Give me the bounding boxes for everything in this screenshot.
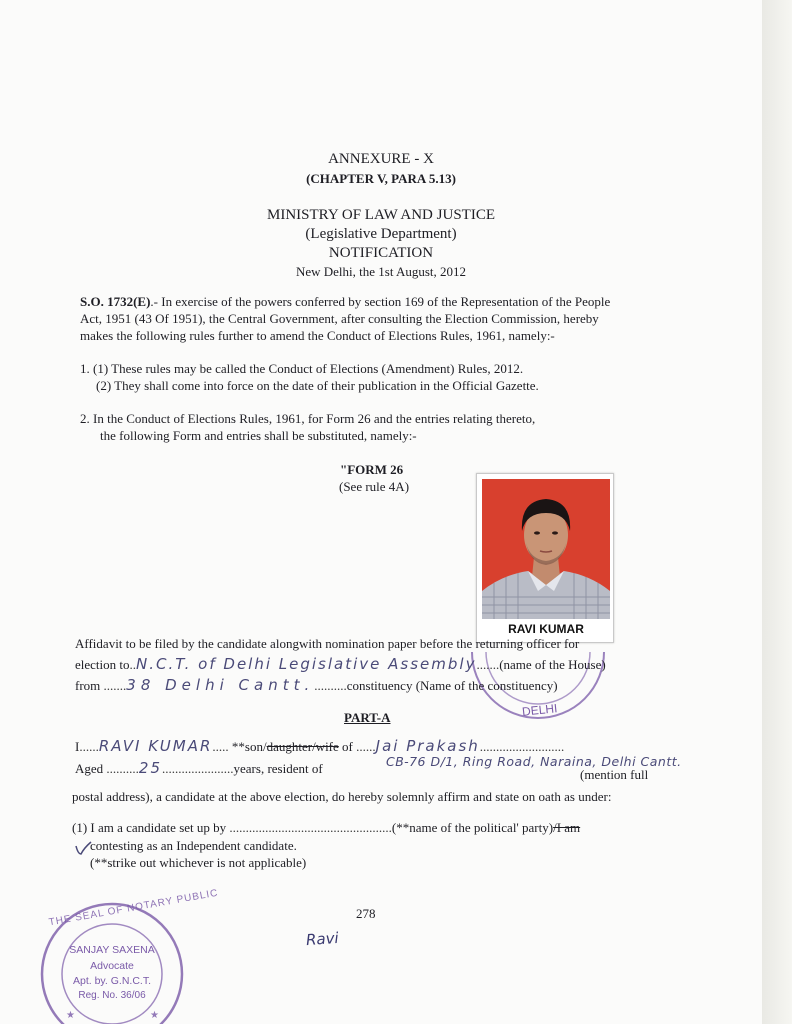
ministry-title: MINISTRY OF LAW AND JUSTICE [267, 207, 495, 223]
candidate-photo [482, 479, 610, 619]
page-edge [762, 0, 792, 1024]
declarant-line: I......RAVI KUMAR..... **son/daughter/wife of ......Jai Prakash.......................... [75, 737, 565, 755]
affidavit-constituency-line: from .......38 Delhi Cantt...........constituency (Name of the constituency) [75, 676, 558, 694]
chapter-reference: (CHAPTER V, PARA 5.13) [306, 171, 456, 186]
strike-out-note: (**strike out whichever is not applicable) [90, 855, 307, 870]
age-address-line: Aged ..........25......................years, resident of [75, 759, 323, 777]
part-a-heading: PART-A [344, 710, 391, 725]
svg-text:★: ★ [66, 1010, 75, 1021]
mention-full-label: (mention full [580, 767, 649, 782]
constituency-handwritten: 38 Delhi Cantt. [126, 676, 315, 694]
dateline: New Delhi, the 1st August, 2012 [295, 264, 467, 279]
signature: Ravi [305, 928, 340, 950]
page-number: 278 [356, 906, 376, 921]
notary-seal-ring-text: THE SEAL OF NOTARY PUBLIC [48, 887, 220, 929]
svg-text:★: ★ [150, 1010, 159, 1021]
postal-address-line: postal address), a candidate at the above election, do hereby solemnly affirm and state on oath as under: [72, 789, 612, 804]
delhi-seal-text: DELHI [521, 701, 558, 719]
name-handwritten: RAVI KUMAR [98, 737, 213, 755]
address-handwritten: CB-76 D/1, Ring Road, Naraina, Delhi Cantt. [386, 754, 682, 769]
notary-role: Advocate [90, 960, 134, 972]
rule-2-line-2: the following Form and entries shall be substituted, namely:- [100, 428, 417, 443]
election-handwritten: N.C.T. of Delhi Legislative Assembly [136, 655, 477, 673]
notary-appointment: Apt. by. G.N.C.T. [73, 975, 151, 987]
affidavit-election-line: election to..N.C.T. of Delhi Legislative Assembly.......(name of the House) [75, 655, 606, 673]
form-title: "FORM 26 [340, 462, 404, 477]
preamble-line-3: makes the following rules further to amend the Conduct of Elections Rules, 1961, namely:- [80, 328, 555, 343]
affidavit-line-1: Affidavit to be filed by the candidate alongwith nomination paper before the returning officer for [75, 636, 580, 651]
preamble-line-1: S.O. 1732(E).- In exercise of the powers conferred by section 169 of the Representation of the People [80, 294, 611, 309]
independent-candidate-line: contesting as an Independent candidate. [90, 838, 297, 853]
rule-1-2: (2) They shall come into force on the date of their publication in the Official Gazette. [96, 378, 539, 393]
notary-name: SANJAY SAXENA [69, 944, 155, 956]
notary-registration: Reg. No. 36/06 [78, 990, 146, 1001]
age-handwritten: 25 [138, 759, 163, 777]
candidate-photo-frame [476, 473, 614, 643]
tick-mark-icon [74, 840, 92, 856]
notification-title: NOTIFICATION [328, 245, 434, 261]
candidate-setup-line: (1) I am a candidate set up by ..................................................(**name of the political' party)/I am [72, 820, 581, 835]
form-subtitle: (See rule 4A) [339, 479, 410, 494]
department-title: (Legislative Department) [305, 226, 457, 242]
rule-2-line-1: 2. In the Conduct of Elections Rules, 1961, for Form 26 and the entries relating thereto, [80, 411, 536, 426]
person-portrait-icon [482, 479, 610, 619]
annexure-title: ANNEXURE - X [328, 151, 434, 167]
preamble-line-2: Act, 1951 (43 Of 1951), the Central Government, after consulting the Election Commission, hereby [80, 311, 599, 326]
so-number: S.O. 1732(E) [80, 294, 151, 309]
rule-1-1: 1. (1) These rules may be called the Conduct of Elections (Amendment) Rules, 2012. [80, 361, 524, 376]
father-name-handwritten: Jai Prakash [375, 737, 480, 755]
photo-caption: RAVI KUMAR [508, 622, 584, 636]
